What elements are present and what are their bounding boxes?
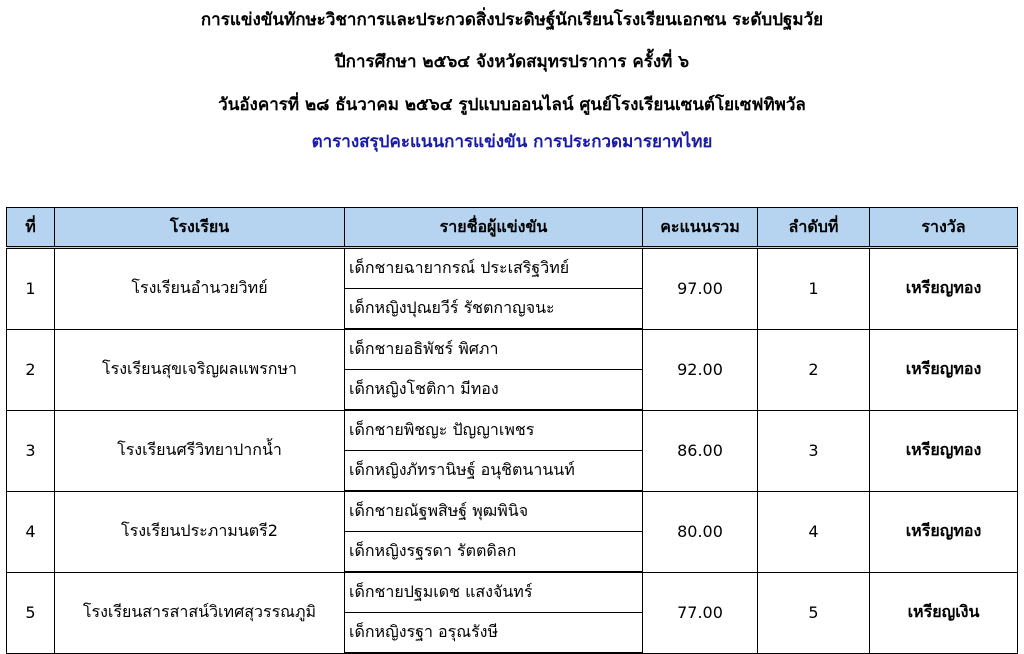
- school-name: โรงเรียนประภามนตรี2: [55, 491, 345, 572]
- table-row: [7, 248, 1018, 289]
- column-header-rank: ลำดับที่: [758, 208, 870, 248]
- title-line-date-venue: วันอังคารที่ ๒๘ ธันวาคม ๒๕๖๔ รูปแบบออนไลน์ ศูนย์โรงเรียนเซนต์โยเซฟทิพวัล: [218, 95, 806, 115]
- table-row-group-3: [7, 410, 1018, 491]
- school-name: โรงเรียนสารสาสน์วิเทศสุวรรณภูมิ: [55, 572, 345, 653]
- rank: 2: [758, 329, 870, 410]
- table-row: [7, 572, 1018, 613]
- competitor-name: เด็กหญิงรฐา อรุณรังษี: [345, 613, 643, 654]
- table-row: [7, 491, 1018, 532]
- column-header-school: โรงเรียน: [55, 208, 345, 248]
- rank: 4: [758, 491, 870, 572]
- school-name: โรงเรียนอำนวยวิทย์: [55, 248, 345, 330]
- row-number: 2: [7, 329, 55, 410]
- competitor-name: เด็กหญิงปุณยวีร์ รัชตกาญจนะ: [345, 289, 643, 330]
- school-name: โรงเรียนศรีวิทยาปากน้ำ: [55, 410, 345, 491]
- total-score: 97.00: [643, 248, 758, 330]
- competitor-name: เด็กชายณัฐพสิษฐ์ พุฒพินิจ: [345, 491, 643, 532]
- table-row-group-2: [7, 329, 1018, 410]
- award: เหรียญทอง: [870, 329, 1018, 410]
- results-table: [6, 207, 1018, 654]
- rank: 3: [758, 410, 870, 491]
- competitor-name: เด็กหญิงภัทรานิษฐ์ อนุชิตนานนท์: [345, 451, 643, 492]
- table-subtitle: ตารางสรุปคะแนนการแข่งขัน การประกวดมารยาทไทย: [311, 132, 713, 152]
- column-header-no: ที่: [7, 208, 55, 248]
- title-line-competition: การแข่งขันทักษะวิชาการและประกวดสิ่งประดิษฐ์นักเรียนโรงเรียนเอกชน ระดับปฐมวัย: [200, 10, 824, 30]
- competitor-name: เด็กชายฉายากรณ์ ประเสริฐวิทย์: [345, 248, 643, 289]
- table-row-group-4: [7, 491, 1018, 572]
- column-header-award: รางวัล: [870, 208, 1018, 248]
- award: เหรียญทอง: [870, 410, 1018, 491]
- competitor-name: เด็กชายพิชญะ ปัญญาเพชร: [345, 410, 643, 451]
- title-line-academic-year: ปีการศึกษา ๒๕๖๔ จังหวัดสมุทรปราการ ครั้งที่ ๖: [334, 52, 690, 72]
- column-header-score: คะแนนรวม: [643, 208, 758, 248]
- header-row: [7, 208, 1018, 248]
- competitor-name: เด็กหญิงโชติกา มีทอง: [345, 370, 643, 411]
- rank: 1: [758, 248, 870, 330]
- row-number: 4: [7, 491, 55, 572]
- award: เหรียญเงิน: [870, 572, 1018, 653]
- column-header-competitors: รายชื่อผู้แข่งขัน: [345, 208, 643, 248]
- total-score: 86.00: [643, 410, 758, 491]
- table-row-group-5: [7, 572, 1018, 653]
- row-number: 3: [7, 410, 55, 491]
- competitor-name: เด็กชายปฐมเดช แสงจันทร์: [345, 572, 643, 613]
- table-row: [7, 410, 1018, 451]
- award: เหรียญทอง: [870, 491, 1018, 572]
- row-number: 5: [7, 572, 55, 653]
- rank: 5: [758, 572, 870, 653]
- table-row-group-1: [7, 248, 1018, 330]
- school-name: โรงเรียนสุขเจริญผลแพรกษา: [55, 329, 345, 410]
- table-row: [7, 329, 1018, 370]
- competitor-name: เด็กชายอธิพัชร์ พิศภา: [345, 329, 643, 370]
- row-number: 1: [7, 248, 55, 330]
- total-score: 77.00: [643, 572, 758, 653]
- total-score: 80.00: [643, 491, 758, 572]
- competitor-name: เด็กหญิงรฐรดา รัตตดิลก: [345, 532, 643, 573]
- total-score: 92.00: [643, 329, 758, 410]
- award: เหรียญทอง: [870, 248, 1018, 330]
